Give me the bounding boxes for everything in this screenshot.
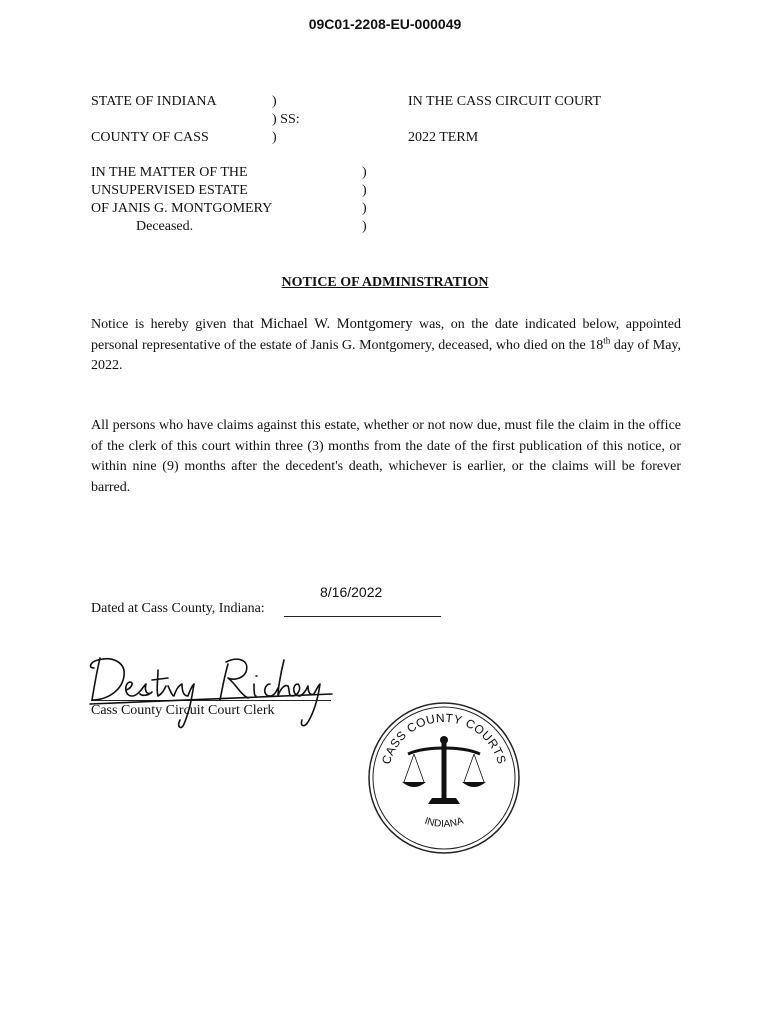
court-seal (366, 700, 522, 856)
seal-bottom-text: INDIANA (423, 815, 465, 830)
seal-top-text: CASS COUNTY COURTS (378, 710, 510, 766)
date-signature-line (284, 616, 441, 617)
case-number: 09C01-2208-EU-000049 (308, 16, 462, 32)
dated-label: Dated at Cass County, Indiana: (91, 601, 265, 616)
matter-line: Deceased. (136, 219, 194, 234)
scales-of-justice-icon (402, 736, 486, 804)
matter-paren: ) (362, 219, 367, 234)
representative-name: Michael W. Montgomery (260, 316, 413, 332)
notice-paragraph-1 (91, 314, 681, 377)
caption-paren: ) (272, 130, 277, 145)
notice-title: NOTICE OF ADMINISTRATION (281, 275, 489, 290)
date-value: 8/16/2022 (320, 584, 383, 600)
clerk-signature (88, 650, 338, 735)
matter-line: IN THE MATTER OF THE (91, 165, 248, 180)
county-label: COUNTY OF CASS (91, 130, 209, 145)
notice-paragraph-2: All persons who have claims against this estate, whether or not now due, must file the claim in the office of the clerk of this court within three (3) months from the date of the first publication of this notice, or within nine (9) months after the decedent's death, whichever is earlier, or the claims will be forever barred. (91, 418, 681, 495)
matter-line: UNSUPERVISED ESTATE (91, 183, 248, 198)
clerk-label: Cass County Circuit Court Clerk (91, 703, 275, 718)
p1-end: day of May, 2022. (91, 337, 681, 373)
court-label: IN THE CASS CIRCUIT COURT (408, 94, 602, 109)
caption-paren: ) (272, 94, 277, 109)
state-label: STATE OF INDIANA (91, 94, 217, 109)
p1-middle: was, on the date indicated below, appointed personal representative of the estate of Janis G. Montgomery, deceased, who died on the 18 (91, 317, 682, 353)
ss-label: ) SS: (272, 112, 300, 127)
matter-paren: ) (362, 183, 367, 198)
p1-intro: Notice is hereby given that (91, 317, 254, 332)
ordinal-suffix: th (603, 334, 611, 345)
matter-paren: ) (362, 165, 367, 180)
matter-paren: ) (362, 201, 367, 216)
term-label: 2022 TERM (408, 130, 479, 145)
matter-line: OF JANIS G. MONTGOMERY (91, 201, 273, 216)
